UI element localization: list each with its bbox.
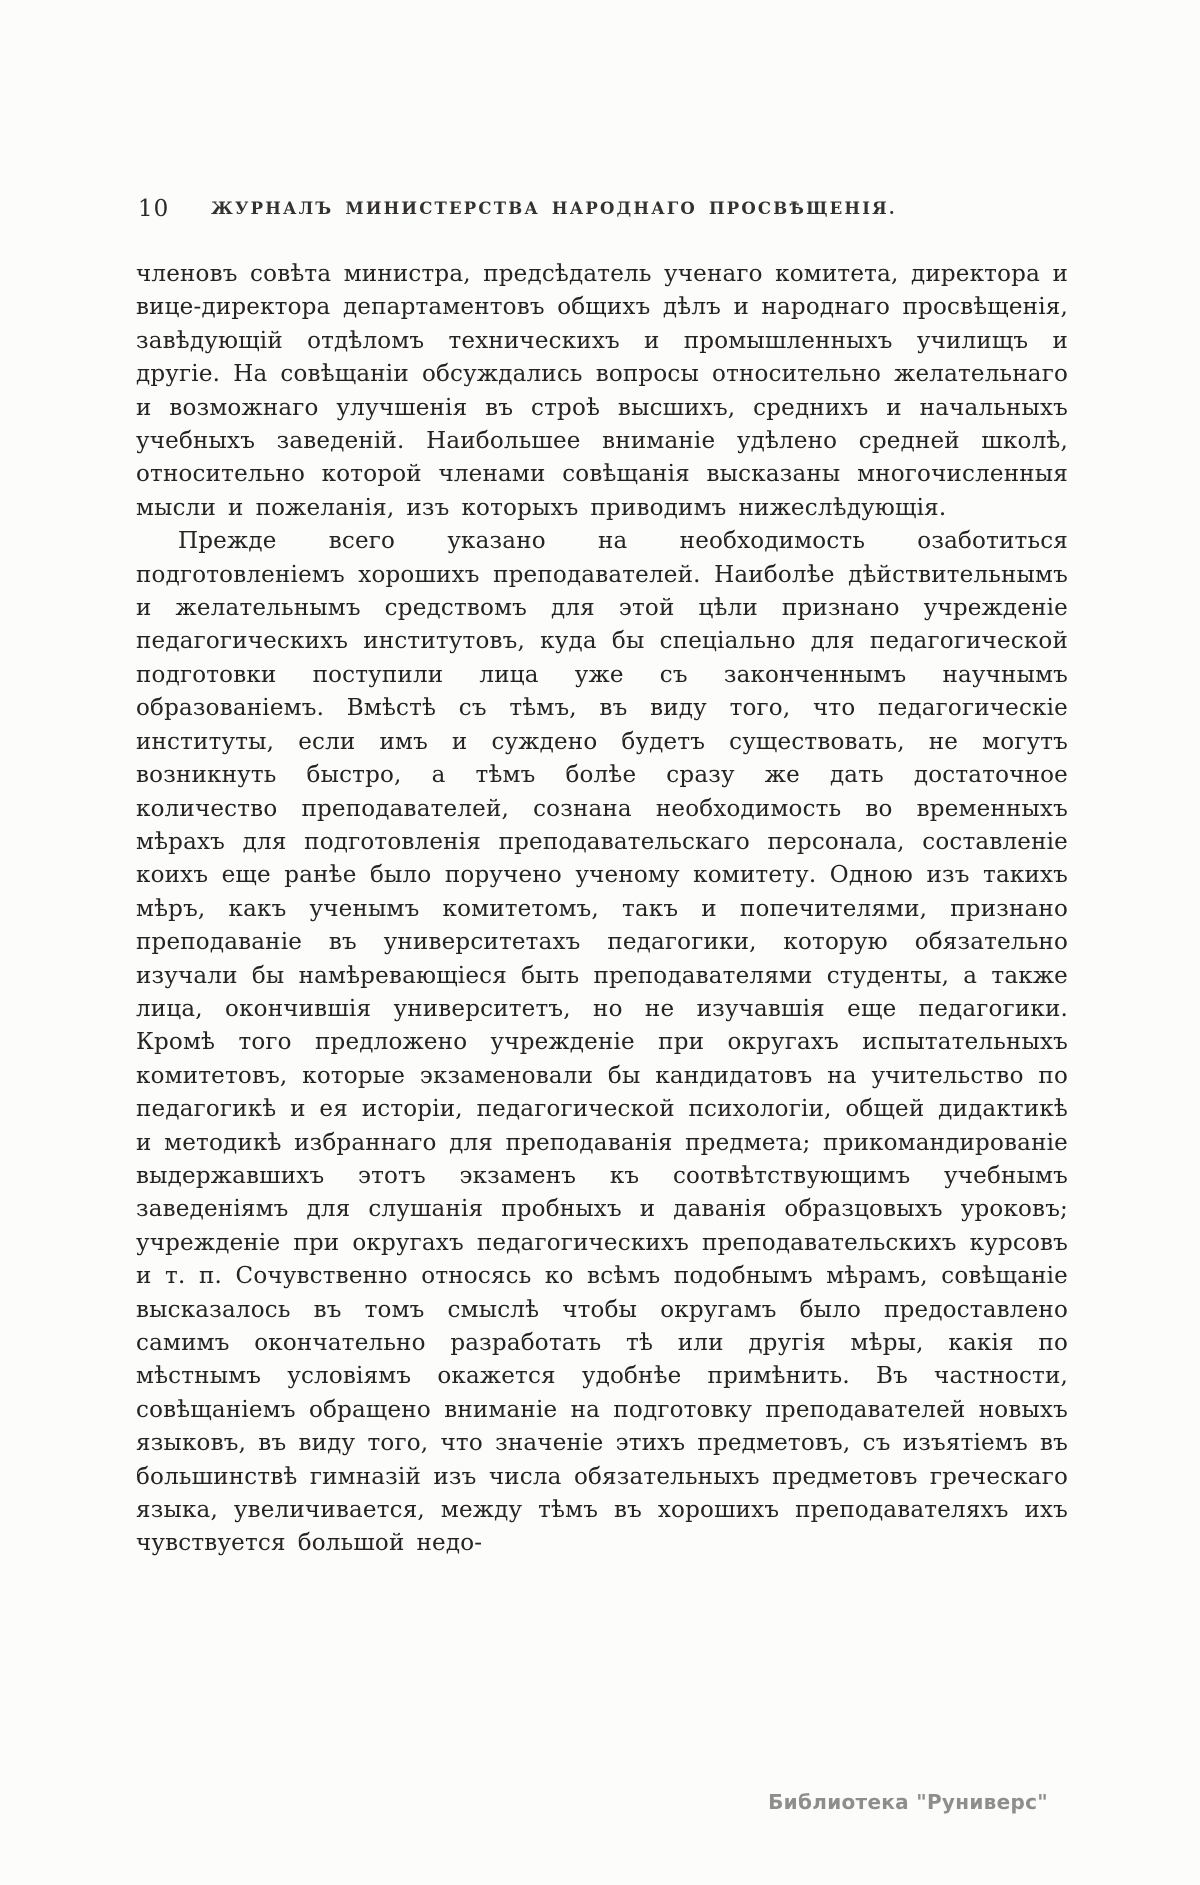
paragraph: Прежде всего указано на необходимость озаботиться подготовленіемъ хорошихъ преподавателей. Наиболѣе дѣйствительнымъ и желательнымъ средствомъ для этой цѣли признано учрежденіе педагогическихъ институтовъ, куда бы спеціально для педагогической подготовки поступили лица уже съ законченнымъ научнымъ образованіемъ. Вмѣстѣ съ тѣмъ, въ виду того, что педагогическіе институты, если имъ и суждено будетъ существовать, не могутъ возникнуть быстро, а тѣмъ болѣе сразу же дать достаточное количество преподавателей, сознана необходимость во временныхъ мѣрахъ для подготовленія преподавательскаго персонала, составленіе коихъ еще ранѣе было поручено ученому комитету. Одною изъ такихъ мѣръ, какъ ученымъ комитетомъ, такъ и попечителями, признано преподаваніе въ университетахъ педагогики, которую обязательно изучали бы намѣревающіеся быть преподавателями студенты, а также лица, окончившія университетъ, но не изучавшія еще педагогики. Кромѣ того предложено учрежденіе при округахъ испытательныхъ комитетовъ, которые экзаменовали бы кандидатовъ на учительство по педагогикѣ и ея исторіи, педагогической психологіи, общей дидактикѣ и методикѣ избраннаго для преподаванія предмета; прикомандированіе выдержавшихъ этотъ экзаменъ къ соотвѣтствующимъ учебнымъ заведеніямъ для слушанія пробныхъ и даванія образцовыхъ уроковъ; учрежденіе при округахъ педагогическихъ преподавательскихъ курсовъ и т. п. Сочувственно относясь ко всѣмъ подобнымъ мѣрамъ, совѣщаніе высказалось въ томъ смыслѣ чтобы округамъ было предоставлено самимъ окончательно разработать тѣ или другія мѣры, какія по мѣстнымъ условіямъ окажется удобнѣе примѣнить. Въ частности, совѣщаніемъ обращено вниманіе на подготовку преподавателей новыхъ языковъ, въ виду того, что значеніе этихъ предметовъ, съ изъятіемъ въ большинствѣ гимназій изъ числа обязательныхъ предметовъ греческаго языка, увеличивается, между тѣмъ въ хорошихъ преподавателяхъ ихъ чувствуется большой недо- [136, 528, 1068, 1557]
page-number: 10 [138, 196, 170, 222]
body-text [136, 258, 1068, 1561]
paragraph: членовъ совѣта министра, предсѣдатель ученаго комитета, директора и вице-директора департаментовъ общихъ дѣлъ и народнаго просвѣщенія, завѣдующій отдѣломъ техническихъ и промышленныхъ училищъ и другіе. На совѣщаніи обсуждались вопросы относительно желательнаго и возможнаго улучшенія въ строѣ высшихъ, среднихъ и начальныхъ учебныхъ заведеній. Наибольшее вниманіе удѣлено средней школѣ, относительно которой членами совѣщанія высказаны многочисленныя мысли и пожеланія, изъ которыхъ приводимъ нижеслѣдующія. [136, 261, 1068, 521]
journal-title: ЖУРНАЛЪ МИНИСТЕРСТВА НАРОДНАГО ПРОСВѢЩЕНІЯ. [211, 199, 897, 218]
library-watermark: Библиотека "Руниверс" [768, 1790, 1048, 1814]
page-header [136, 196, 1068, 222]
